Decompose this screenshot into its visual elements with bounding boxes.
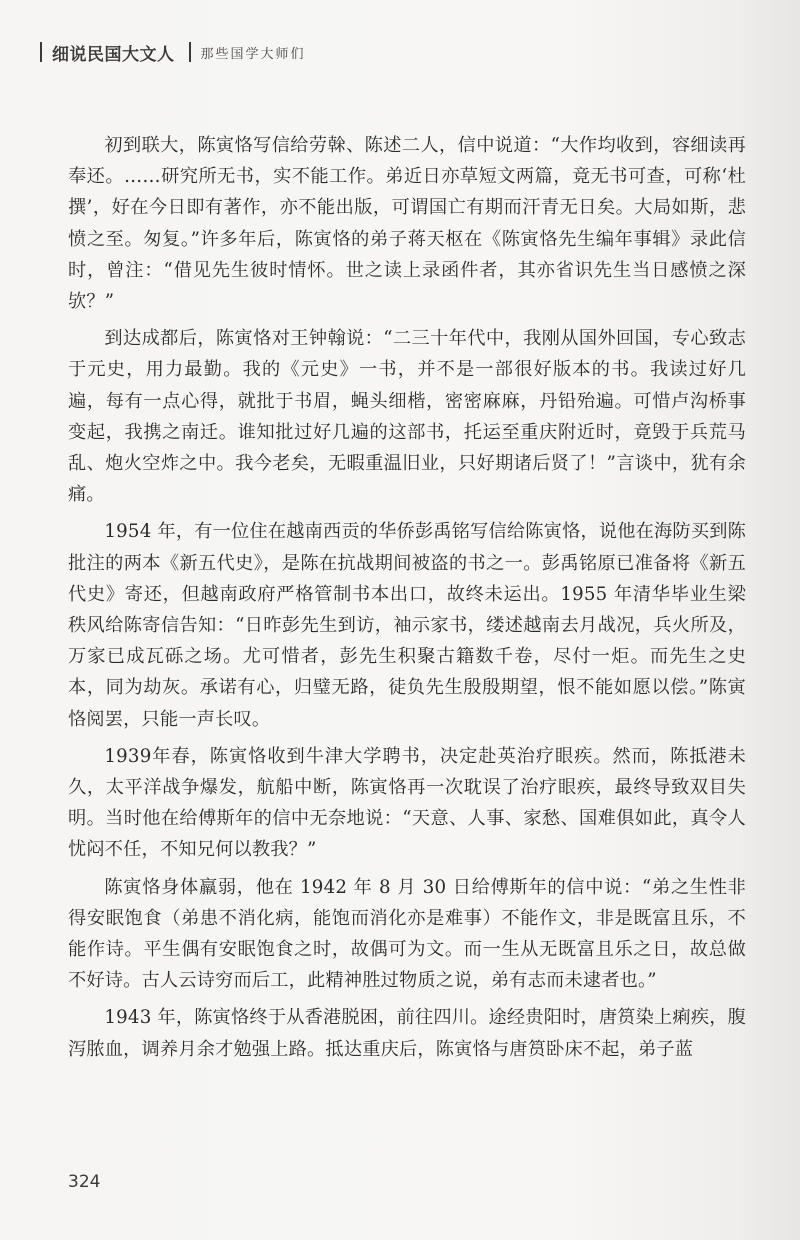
paragraph: 1954 年，有一位住在越南西贡的华侨彭禹铭写信给陈寅恪，说他在海防买到陈批注的两本《新五代史》，是陈在抗战期间被盗的书之一。彭禹铭原已准备将《新五代史》寄还，但越南政府严格管制书本出口，故终未运出。1955 年清华毕业生梁秩风给陈寄信告知：“日昨彭先生到访，袖示家书，缕述越南去月战况，兵火所及，万家已成瓦砾之场。尤可惜者，彭先生积聚古籍数千卷，尽付一炬。而先生之史本，同为劫灰。承诺有心，归璧无路，徒负先生殷殷期望，恨不能如愿以偿。”陈寅恪阅罢，只能一声长叹。	[68, 521, 746, 730]
page-number: 324	[68, 1172, 101, 1192]
paragraph: 陈寅恪身体羸弱，他在 1942 年 8 月 30 日给傅斯年的信中说：“弟之生性非得安眠饱食（弟患不消化病，能饱而消化亦是难事）不能作文，非是既富且乐，不能作诗。平生偶有安眠饱食之时，故偶可为文。而一生从无既富且乐之日，故总做不好诗。古人云诗穷而后工，此精神胜过物质之说，弟有志而未逮者也。”	[68, 876, 746, 992]
header-divider-bar	[40, 42, 42, 62]
book-title: 细说民国大文人	[52, 44, 175, 65]
paragraph: 到达成都后，陈寅恪对王钟翰说：“二三十年代中，我刚从国外回国，专心致志于元史，用力最勤。我的《元史》一书，并不是一部很好版本的书。我读过好几遍，每有一点心得，就批于书眉，蝇头细楷，密密麻麻，丹铅殆遍。可惜卢沟桥事变起，我携之南迁。谁知批过好几遍的这部书，托运至重庆附近时，竟毁于兵荒马乱、炮火空炸之中。我今老矣，无暇重温旧业，只好期诸后贤了！”言谈中，犹有余痛。	[68, 328, 746, 506]
running-header	[40, 40, 306, 64]
paragraph: 1939年春，陈寅恪收到牛津大学聘书，决定赴英治疗眼疾。然而，陈抵港未久，太平洋战争爆发，航船中断，陈寅恪再一次耽误了治疗眼疾，最终导致双目失明。当时他在给傅斯年的信中无奈地说：“天意、人事、家愁、国难俱如此，真令人忧闷不任，不知兄何以教我？”	[68, 745, 746, 861]
section-title: 那些国学大师们	[200, 46, 306, 62]
body-text	[68, 130, 746, 1071]
paragraph: 1943 年，陈寅恪终于从香港脱困，前往四川。途经贵阳时，唐筼染上痢疾，腹泻脓血，调养月余才勉强上路。抵达重庆后，陈寅恪与唐筼卧床不起，弟子蓝	[68, 1007, 746, 1060]
header-divider-bar	[189, 42, 191, 62]
paragraph: 初到联大，陈寅恪写信给劳榦、陈述二人，信中说道：“大作均收到，容细读再奉还。……研究所无书，实不能工作。弟近日亦草短文两篇，竟无书可查，可称‘杜撰’，好在今日即有著作，亦不能出版，可谓国亡有期而汗青无日矣。大局如斯，悲愤之至。匆复。”许多年后，陈寅恪的弟子蒋天枢在《陈寅恪先生编年事辑》录此信时，曾注：“借见先生彼时情怀。世之读上录函件者，其亦省识先生当日感愤之深欤？”	[68, 135, 746, 313]
